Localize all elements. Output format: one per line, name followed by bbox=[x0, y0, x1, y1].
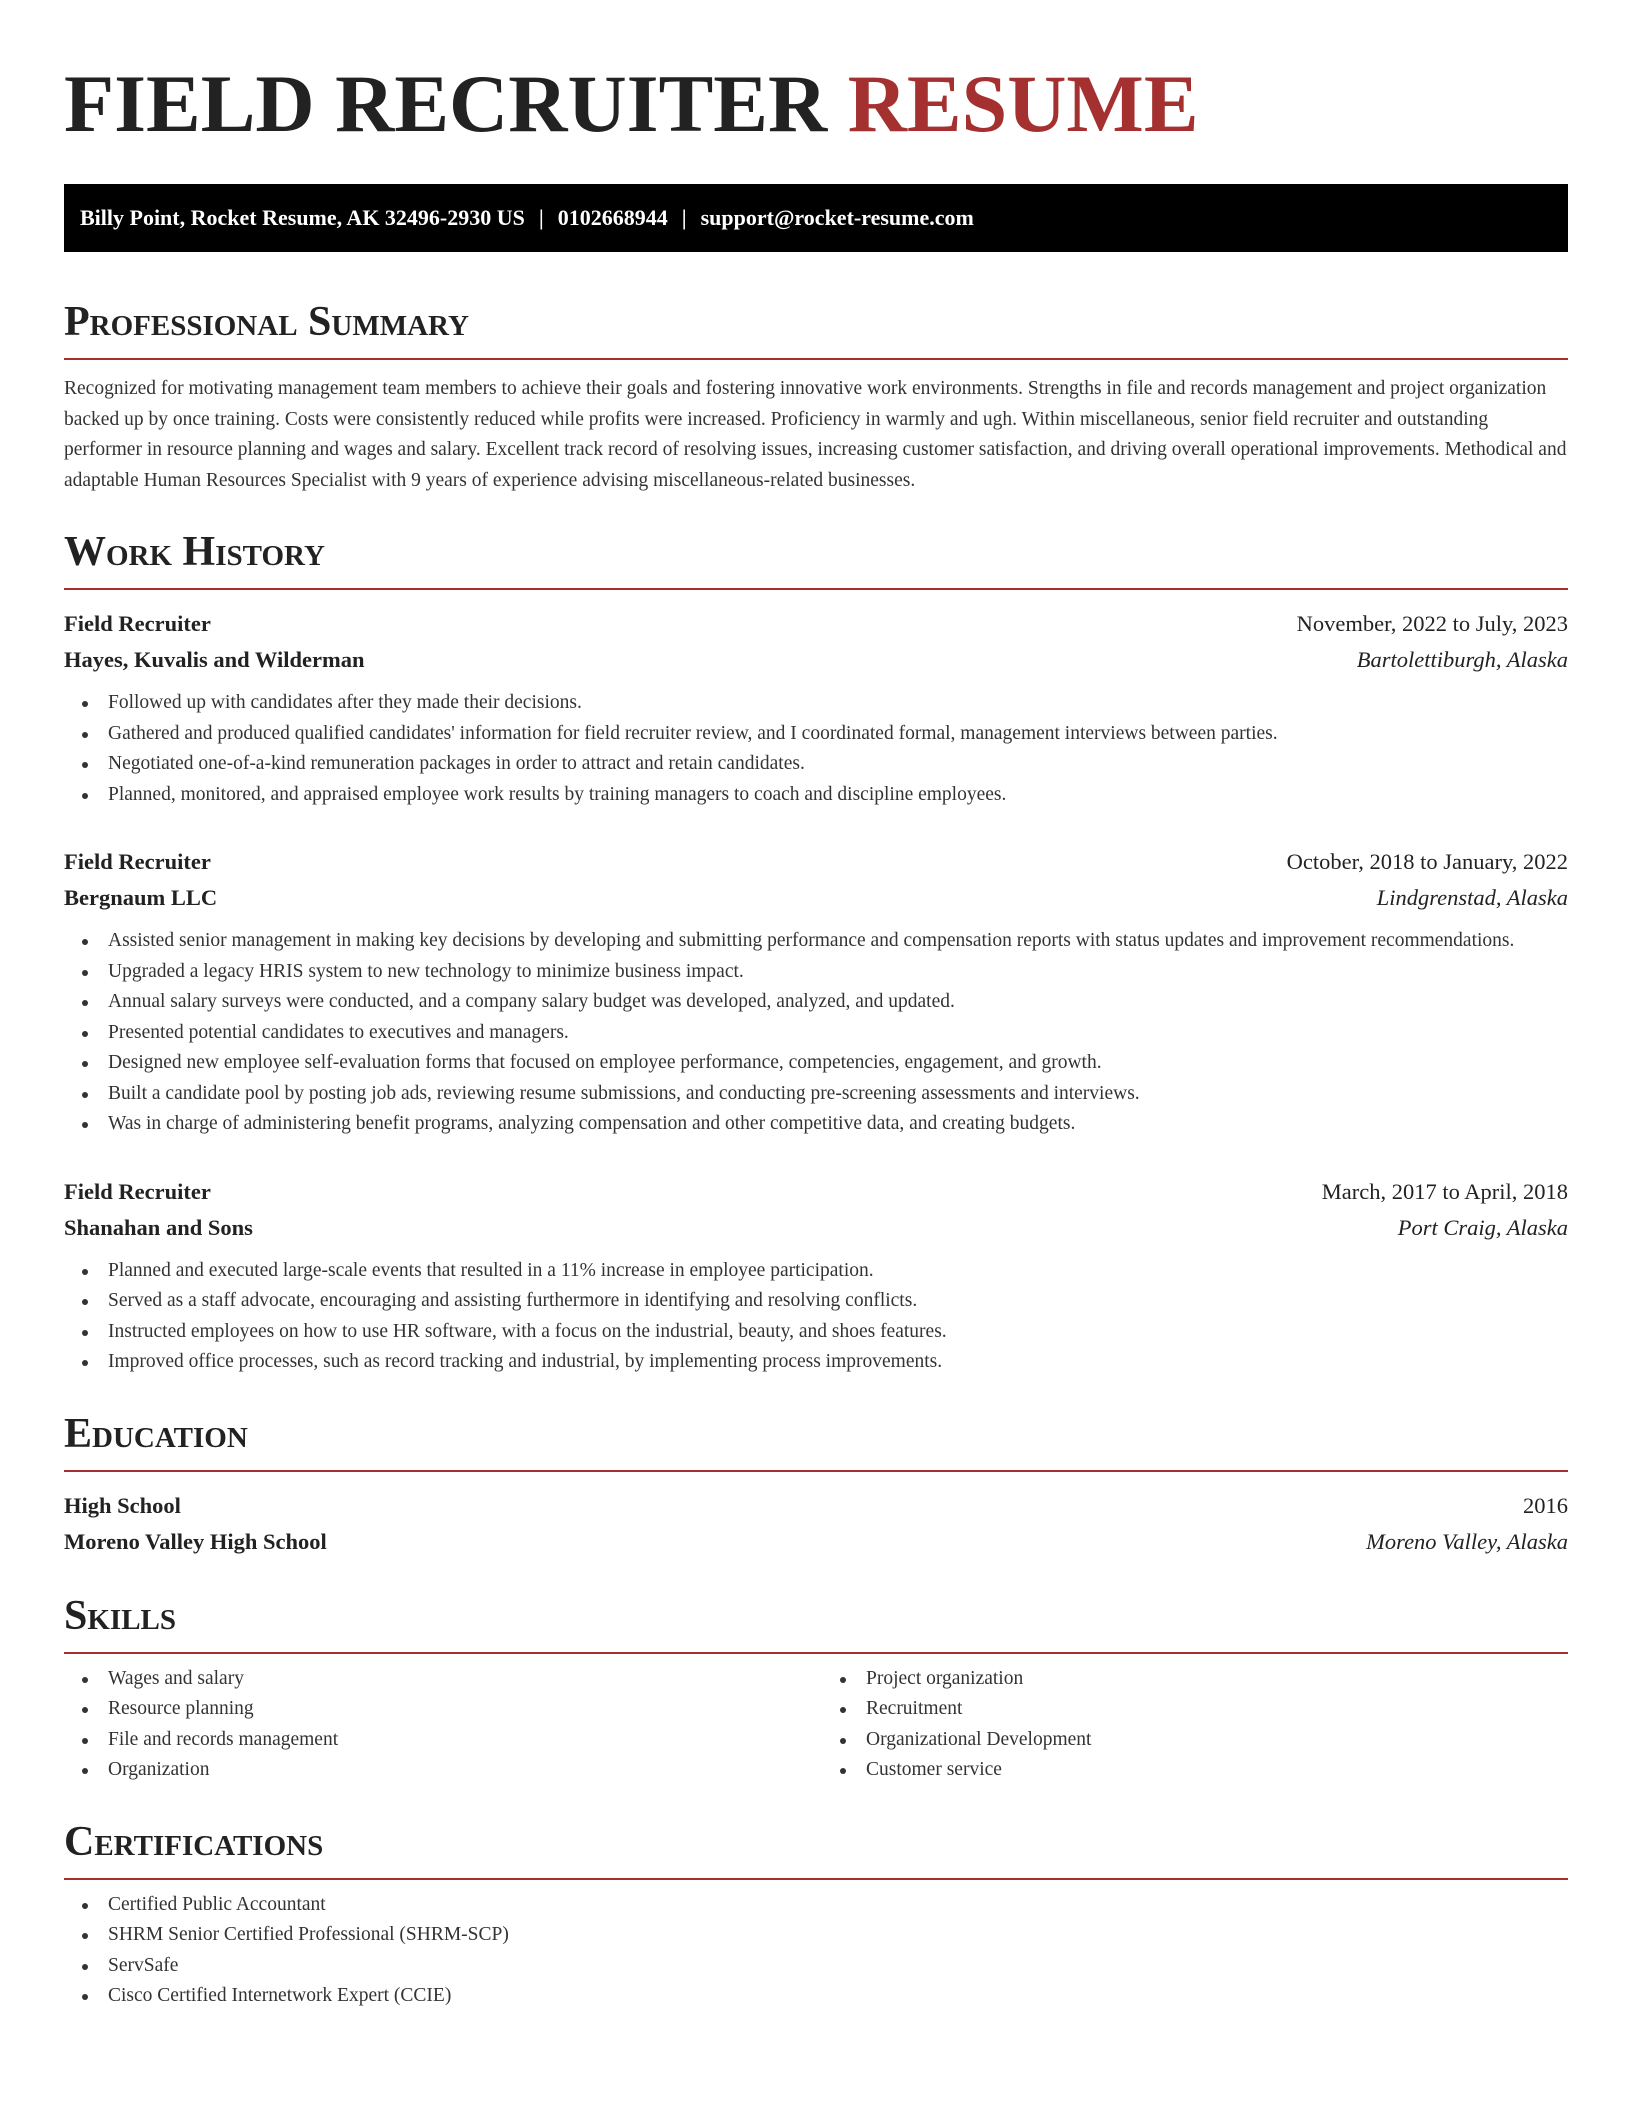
skill-item: File and records management bbox=[108, 1725, 810, 1756]
certifications-section bbox=[64, 1816, 1568, 2012]
job-title-row bbox=[64, 1174, 1568, 1210]
skill-item: Project organization bbox=[866, 1664, 1568, 1695]
job-bullet: Designed new employee self-evaluation forms that focused on employee performance, competencies, engagement, and growth. bbox=[108, 1048, 1568, 1079]
section-heading-summary: Professional Summary bbox=[64, 296, 1568, 360]
job-bullet: Negotiated one-of-a-kind remuneration packages in order to attract and retain candidates. bbox=[108, 749, 1568, 780]
skills-list-left bbox=[64, 1664, 810, 1786]
job-bullet: Assisted senior management in making key decisions by developing and submitting performance and compensation reports with status updates and improvement recommendations. bbox=[108, 926, 1568, 957]
contact-separator: | bbox=[681, 205, 687, 230]
contact-bar bbox=[64, 184, 1568, 252]
education-degree: High School bbox=[64, 1492, 181, 1518]
title-accent: RESUME bbox=[847, 58, 1199, 149]
section-heading-education: Education bbox=[64, 1408, 1568, 1472]
work-history-section bbox=[64, 526, 1568, 1378]
education-year: 2016 bbox=[1523, 1492, 1568, 1518]
education-section bbox=[64, 1408, 1568, 1560]
contact-separator: | bbox=[538, 205, 544, 230]
job-bullets bbox=[64, 926, 1568, 1140]
certification-item: SHRM Senior Certified Professional (SHRM-SCP) bbox=[108, 1920, 1568, 1951]
job-entry bbox=[64, 844, 1568, 1140]
skill-item: Recruitment bbox=[866, 1694, 1568, 1725]
job-title-row bbox=[64, 606, 1568, 642]
job-title: Field Recruiter bbox=[64, 611, 211, 636]
job-company-row bbox=[64, 642, 1568, 678]
job-bullet: Was in charge of administering benefit programs, analyzing compensation and other competitive data, and creating budgets. bbox=[108, 1109, 1568, 1140]
education-school-row bbox=[64, 1524, 1568, 1560]
skills-list-right bbox=[810, 1664, 1568, 1786]
job-dates: March, 2017 to April, 2018 bbox=[1321, 1178, 1568, 1204]
job-bullet: Instructed employees on how to use HR software, with a focus on the industrial, beauty, and shoes features. bbox=[108, 1317, 1568, 1348]
certification-item: Cisco Certified Internetwork Expert (CCIE) bbox=[108, 1981, 1568, 2012]
job-title: Field Recruiter bbox=[64, 849, 211, 874]
skill-item: Wages and salary bbox=[108, 1664, 810, 1695]
section-heading-skills: Skills bbox=[64, 1590, 1568, 1654]
certification-item: Certified Public Accountant bbox=[108, 1890, 1568, 1921]
job-bullet: Annual salary surveys were conducted, and a company salary budget was developed, analyzed, and updated. bbox=[108, 987, 1568, 1018]
job-title: Field Recruiter bbox=[64, 1178, 211, 1204]
job-bullet: Planned and executed large-scale events that resulted in a 11% increase in employee participation. bbox=[108, 1256, 1568, 1287]
summary-text: Recognized for motivating management team members to achieve their goals and fostering innovative work environments. Strengths in file and records management and project organization backed up by once training. Costs were consistently reduced while profits were increased. Proficiency in warmly and ugh. Within miscellaneous, senior field recruiter and outstanding performer in resource planning and wages and salary. Excellent track record of resolving issues, increasing customer satisfaction, and driving overall operational improvements. Methodical and adaptable Human Resources Specialist with 9 years of experience advising miscellaneous-related businesses. bbox=[64, 378, 1567, 491]
skill-item: Resource planning bbox=[108, 1694, 810, 1725]
skills-columns bbox=[64, 1664, 1568, 1786]
job-dates: November, 2022 to July, 2023 bbox=[1296, 611, 1568, 636]
job-bullet: Built a candidate pool by posting job ads, reviewing resume submissions, and conducting pre-screening assessments and interviews. bbox=[108, 1079, 1568, 1110]
section-heading-work-history: Work History bbox=[64, 526, 1568, 590]
certification-item: ServSafe bbox=[108, 1951, 1568, 1982]
skill-item: Organization bbox=[108, 1755, 810, 1786]
job-bullets bbox=[64, 688, 1568, 810]
contact-email: support@rocket-resume.com bbox=[700, 205, 974, 230]
section-heading-certifications: Certifications bbox=[64, 1816, 1568, 1880]
job-location: Lindgrenstad, Alaska bbox=[1376, 885, 1568, 910]
job-company: Shanahan and Sons bbox=[64, 1214, 253, 1240]
job-bullet: Followed up with candidates after they made their decisions. bbox=[108, 688, 1568, 719]
title-main: FIELD RECRUITER bbox=[64, 58, 828, 149]
job-bullet: Upgraded a legacy HRIS system to new technology to minimize business impact. bbox=[108, 957, 1568, 988]
job-bullet: Served as a staff advocate, encouraging and assisting furthermore in identifying and resolving conflicts. bbox=[108, 1286, 1568, 1317]
resume-title bbox=[64, 52, 1568, 156]
job-entry bbox=[64, 606, 1568, 810]
job-bullet: Planned, monitored, and appraised employee work results by training managers to coach and discipline employees. bbox=[108, 780, 1568, 811]
contact-address: Billy Point, Rocket Resume, AK 32496-2930 US bbox=[80, 205, 525, 230]
contact-phone: 0102668944 bbox=[557, 205, 668, 230]
job-company: Bergnaum LLC bbox=[64, 885, 218, 910]
job-bullet: Gathered and produced qualified candidates' information for field recruiter review, and I coordinated formal, management interviews between parties. bbox=[108, 719, 1568, 750]
education-location: Moreno Valley, Alaska bbox=[1366, 1528, 1568, 1554]
certifications-list bbox=[64, 1890, 1568, 2012]
job-bullets bbox=[64, 1256, 1568, 1378]
job-company: Hayes, Kuvalis and Wilderman bbox=[64, 647, 365, 672]
job-bullet: Presented potential candidates to executives and managers. bbox=[108, 1018, 1568, 1049]
summary-section bbox=[64, 296, 1568, 496]
job-entry bbox=[64, 1174, 1568, 1378]
skills-section bbox=[64, 1590, 1568, 1786]
education-degree-row bbox=[64, 1488, 1568, 1524]
job-dates: October, 2018 to January, 2022 bbox=[1286, 849, 1568, 874]
skill-item: Customer service bbox=[866, 1755, 1568, 1786]
job-title-row bbox=[64, 844, 1568, 880]
job-company-row bbox=[64, 880, 1568, 916]
job-company-row bbox=[64, 1210, 1568, 1246]
job-bullet: Improved office processes, such as record tracking and industrial, by implementing process improvements. bbox=[108, 1347, 1568, 1378]
education-school: Moreno Valley High School bbox=[64, 1528, 327, 1554]
skill-item: Organizational Development bbox=[866, 1725, 1568, 1756]
job-location: Bartolettiburgh, Alaska bbox=[1356, 647, 1568, 672]
job-location: Port Craig, Alaska bbox=[1397, 1214, 1568, 1240]
education-entry bbox=[64, 1488, 1568, 1560]
